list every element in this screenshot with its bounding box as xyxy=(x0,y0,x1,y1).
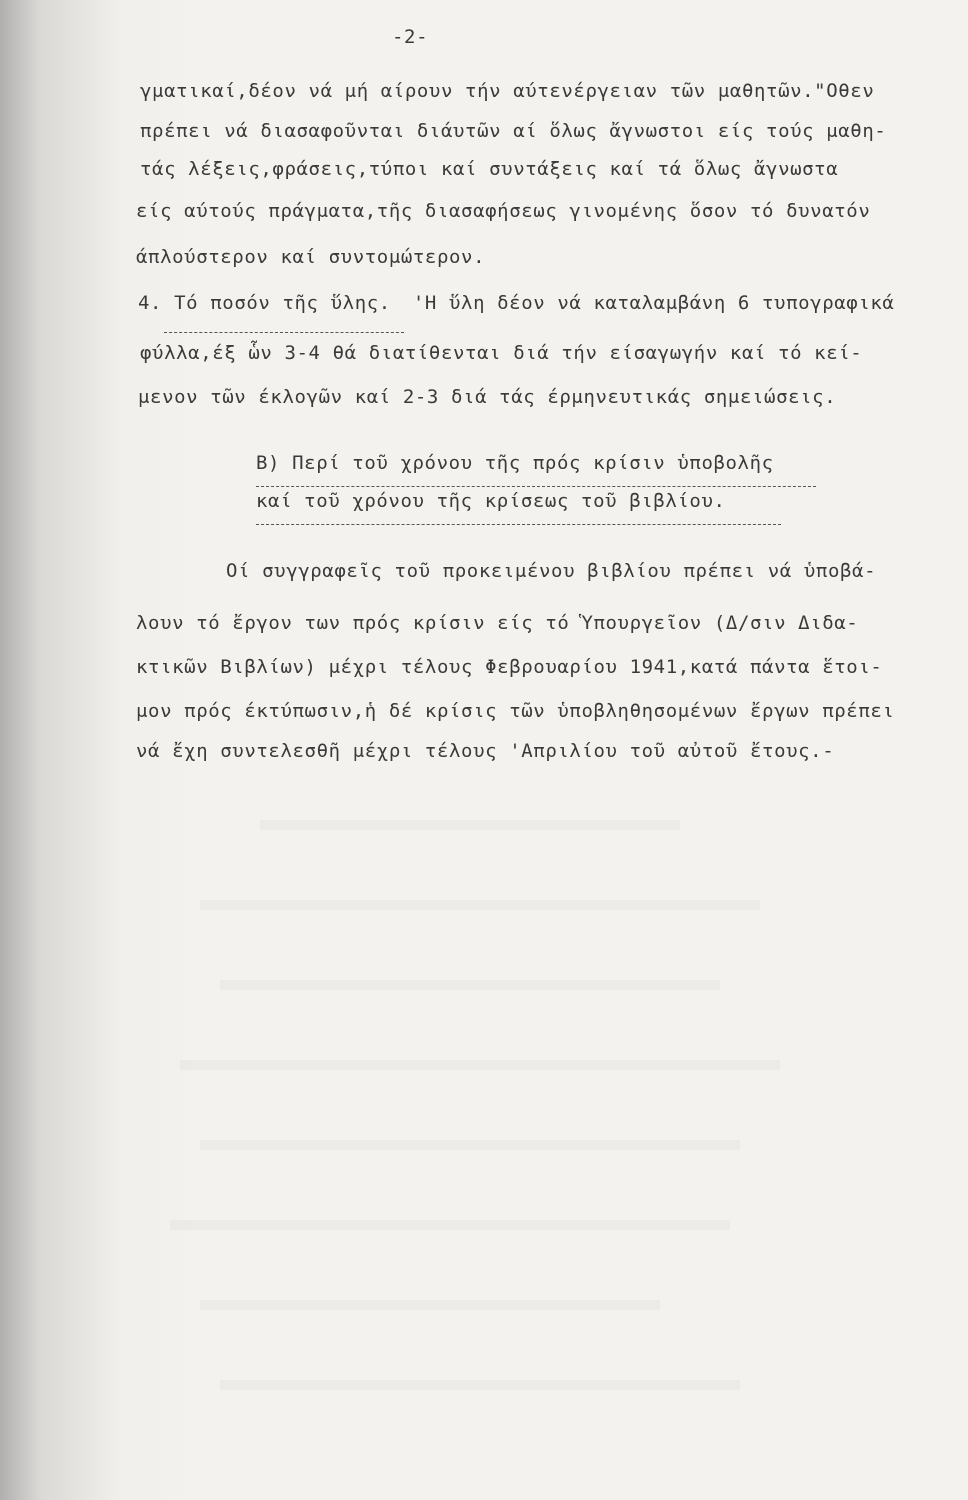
item-4-line xyxy=(138,292,894,314)
paragraph-line: άπλούστερον καί συντομώτερον. xyxy=(136,246,486,268)
item-number: 4. xyxy=(138,292,163,314)
item-heading: Τό ποσόν τῆς ὕλης. xyxy=(174,292,391,314)
section-title-underline xyxy=(256,524,781,525)
paragraph-line: τάς λέξεις,φράσεις,τύποι καί συντάξεις καί τά ὅλως ἄγνωστα xyxy=(140,158,839,180)
item-text: 'Η ὕλη δέον νά καταλαμβάνη 6 τυπογραφικά xyxy=(412,292,895,314)
section-title: καί τοῦ χρόνου τῆς κρίσεως τοῦ βιβλίου. xyxy=(256,490,726,512)
bleed-through xyxy=(180,1060,780,1070)
bleed-through xyxy=(220,980,720,990)
paragraph-line: μενον τῶν έκλογῶν καί 2-3 διά τάς έρμηνευτικάς σημειώσεις. xyxy=(138,386,837,408)
heading-underline xyxy=(164,332,404,333)
bleed-through xyxy=(220,1380,740,1390)
paragraph-line: κτικῶν Βιβλίων) μέχρι τέλους Φεβρουαρίου 1941,κατά πάντα ἕτοι- xyxy=(136,656,883,678)
bleed-through xyxy=(170,1220,730,1230)
paragraph-line: φύλλα,έξ ὧν 3-4 θά διατίθενται διά τήν είσαγωγήν καί τό κεί- xyxy=(140,342,863,364)
paragraph-line: πρέπει νά διασαφοῦνται διάυτῶν αί ὅλως ἄγνωστοι είς τούς μαθη- xyxy=(140,120,887,142)
paragraph-line: είς αύτούς πράγματα,τῆς διασαφήσεως γινομένης ὅσον τό δυνατόν xyxy=(136,200,871,222)
paragraph-line: λουν τό ἔργον των πρός κρίσιν είς τό Ὑπουργεῖον (Δ/σιν Διδα- xyxy=(136,612,859,634)
paragraph-line: μον πρός έκτύπωσιν,ἡ δέ κρίσις τῶν ὑποβληθησομένων ἔργων πρέπει xyxy=(136,700,895,722)
paragraph-line: νά ἔχη συντελεσθῆ μέχρι τέλους 'Απριλίου τοῦ αὐτοῦ ἔτους.- xyxy=(136,740,835,762)
bleed-through xyxy=(260,820,680,830)
paragraph-line: γματικαί,δέον νά μή αίρουν τήν αύτενέργειαν τῶν μαθητῶν."Οθεν xyxy=(140,80,875,102)
bleed-through xyxy=(200,1300,660,1310)
paragraph-line: Οί συγγραφεῖς τοῦ προκειμένου βιβλίου πρέπει νά ὑποβά- xyxy=(226,560,877,582)
bleed-through xyxy=(200,1140,740,1150)
section-title-underline xyxy=(256,486,816,487)
bleed-through xyxy=(200,900,760,910)
section-title: Β) Περί τοῦ χρόνου τῆς πρός κρίσιν ὑποβολῆς xyxy=(256,452,774,474)
page-number: -2- xyxy=(392,26,429,48)
